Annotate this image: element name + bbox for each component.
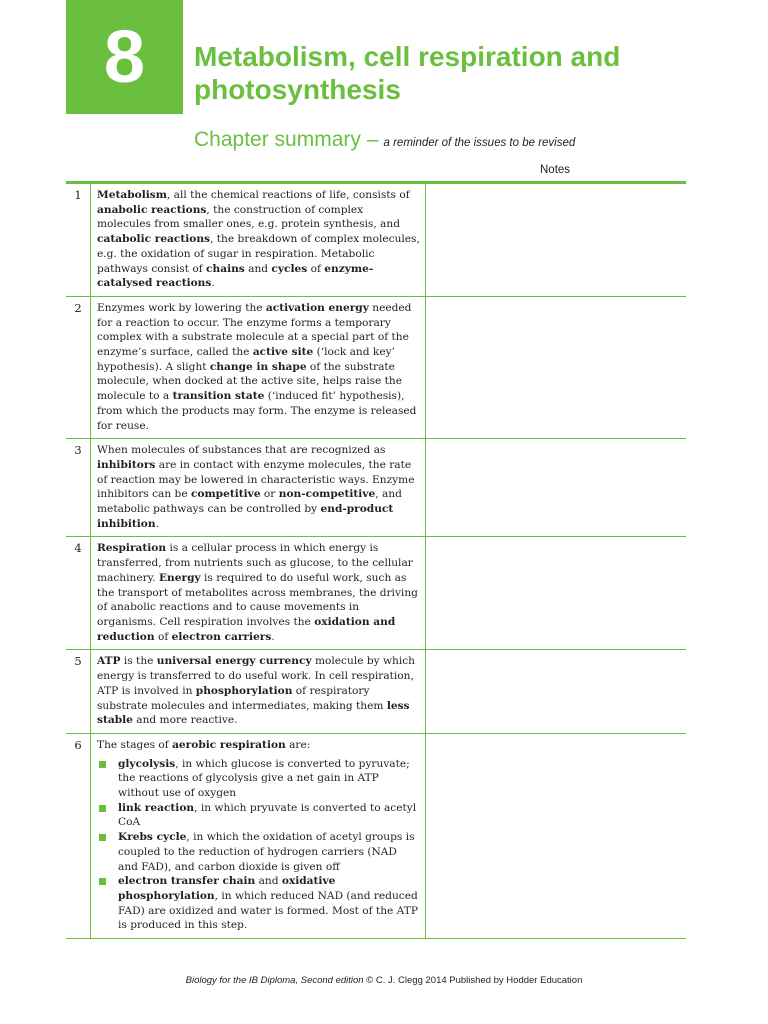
bold-term: non-competitive [278,488,376,501]
list-item [97,874,420,933]
square-bullet-icon [99,834,106,841]
row-text [97,301,420,433]
row-number: 1 [74,188,82,202]
row-number: 2 [74,300,82,315]
text-run: and [255,875,282,888]
row-text [97,738,420,753]
summary-row [66,537,686,650]
text-run: , in which pryuvate is converted to acetyl CoA [118,801,417,829]
summary-title: Chapter summary – [194,128,379,151]
text-run: (‘lock and key’ hypothesis). A slight [97,346,395,373]
row-content [90,650,426,733]
row-text [97,188,420,291]
bold-term: ATP [97,655,121,668]
bold-term: active site [252,346,314,359]
bold-term: end-product inhibition [97,503,394,530]
text-run: , in which reduced NAD (and reduced FAD) are oxidized and water is formed. Most of the ATP is produced in this step. [118,889,418,932]
notes-cell [426,734,686,938]
row-content [90,537,426,649]
row-content [90,734,426,938]
text-run: of [307,262,325,275]
text-run: When molecules of substances that are recognized as [97,444,386,457]
footer-book-title: Biology for the IB Diploma, Second edition [185,975,364,986]
notes-cell [426,439,686,536]
text-run: is the [120,655,157,668]
list-item [97,757,420,801]
page-footer [0,975,768,986]
bold-term: oxidation and reduction [97,615,396,643]
bold-term: electron transfer chain [118,875,256,888]
summary-row [66,650,686,734]
row-number: 4 [74,541,82,556]
text-run: are: [285,738,311,751]
text-run: is required to do useful work, such as the transport of metabolites across membranes, the driving of anabolic reactions and to cause movements in organisms. Cell respiration involves the [97,571,418,628]
bold-term: competitive [190,488,261,501]
summary-row [66,184,686,297]
notes-cell [426,184,686,296]
text-run: of respiratory substrate molecules and intermediates, making them [97,684,387,712]
summary-row [66,439,686,537]
bold-term: Respiration [97,542,167,555]
text-run: Enzymes work by lowering the [97,301,266,314]
bold-term: universal energy currency [156,655,312,668]
text-run: . [211,277,215,290]
text-run: is a cellular process in which energy is transferred, from nutrients such as glucose, to the cellular machinery. [97,542,413,584]
bold-term: link reaction [118,801,195,814]
summary-table [66,181,686,939]
row-text [97,654,420,728]
text-run: , the construction of complex molecules from smaller ones, e.g. protein synthesis, and [97,203,400,231]
text-run: , and metabolic pathways can be controlled by [97,488,402,516]
text-run: , in which glucose is converted to pyruvate; the reactions of glycolysis give a net gain in ATP without use of oxygen [118,757,410,800]
chapter-number: 8 [103,15,146,98]
row-text [97,541,420,644]
bold-term: activation energy [265,301,369,314]
bold-term: Krebs cycle [118,831,187,844]
bold-term: less stable [97,699,410,727]
bold-term: Energy [158,571,201,584]
bold-term: change in shape [209,360,307,373]
row-content [90,297,426,438]
list-item [97,830,420,874]
chapter-number-box [66,0,183,114]
bold-term: catabolic reactions [97,233,211,246]
text-run: , in which the oxidation of acetyl groups is coupled to the reduction of hydrogen carriers (NAD and FAD), and carbon dioxide is given off [118,831,415,873]
text-run: The stages of [97,738,173,751]
text-run: or [260,488,279,501]
text-run: molecule by which energy is transferred to do useful work. In cell respiration, ATP is involved in [97,655,416,697]
row-number: 6 [74,737,82,752]
text-run: of the substrate molecule, when docked at the active site, helps raise the molecule to a [97,360,403,403]
square-bullet-icon [99,878,106,885]
list-item [97,801,420,830]
text-run: and [244,262,272,275]
bold-term: glycolysis [118,757,176,770]
bold-term: chains [206,262,245,275]
summary-row [66,297,686,439]
bold-term: aerobic respiration [172,738,286,751]
square-bullet-icon [99,761,106,768]
stages-list [97,757,420,933]
footer-credit: © C. J. Clegg 2014 Published by Hodder Education [363,975,583,986]
row-number: 3 [74,443,82,458]
bold-term: anabolic reactions [97,203,207,216]
text-run: . [155,517,159,530]
bold-term: cycles [271,262,308,275]
bold-term: inhibitors [97,458,156,471]
notes-cell [426,537,686,649]
text-run: of [154,630,172,643]
chapter-summary-heading [194,128,575,152]
notes-column-header: Notes [540,164,571,176]
notes-cell [426,297,686,438]
row-number: 5 [74,654,82,669]
text-run: , the breakdown of complex molecules, e.g. the oxidation of sugar in respiration. Metabolic pathways consist of [97,233,420,275]
bold-term: enzyme-catalysed reactions [97,262,374,290]
bold-term: Metabolism [97,189,167,201]
text-run: needed for a reaction to occur. The enzyme forms a temporary complex with a substrate molecule at a special part of the enzyme’s surface, called the [97,301,412,359]
square-bullet-icon [99,805,106,812]
bold-term: electron carriers [171,630,272,643]
summary-row [66,734,686,939]
text-run: (‘induced fit’ hypothesis), from which the products may form. The enzyme is released for reuse. [97,390,417,432]
row-text [97,443,420,531]
bold-term: phosphorylation [195,684,293,697]
text-run: are in contact with enzyme molecules, the rate of reaction may be lowered in characteristic ways. Enzyme inhibitors can be [97,458,415,501]
bold-term: transition state [172,390,265,403]
row-content [90,184,426,296]
text-run: . [271,630,275,643]
row-content [90,439,426,536]
text-run: and more reactive. [132,714,238,727]
text-run: , all the chemical reactions of life, consists of [166,189,410,201]
bold-term: oxidative phosphorylation [118,875,336,902]
summary-subtitle: a reminder of the issues to be revised [383,137,576,149]
chapter-title: Metabolism, cell respiration and photosynthesis [194,41,621,105]
notes-cell [426,650,686,733]
